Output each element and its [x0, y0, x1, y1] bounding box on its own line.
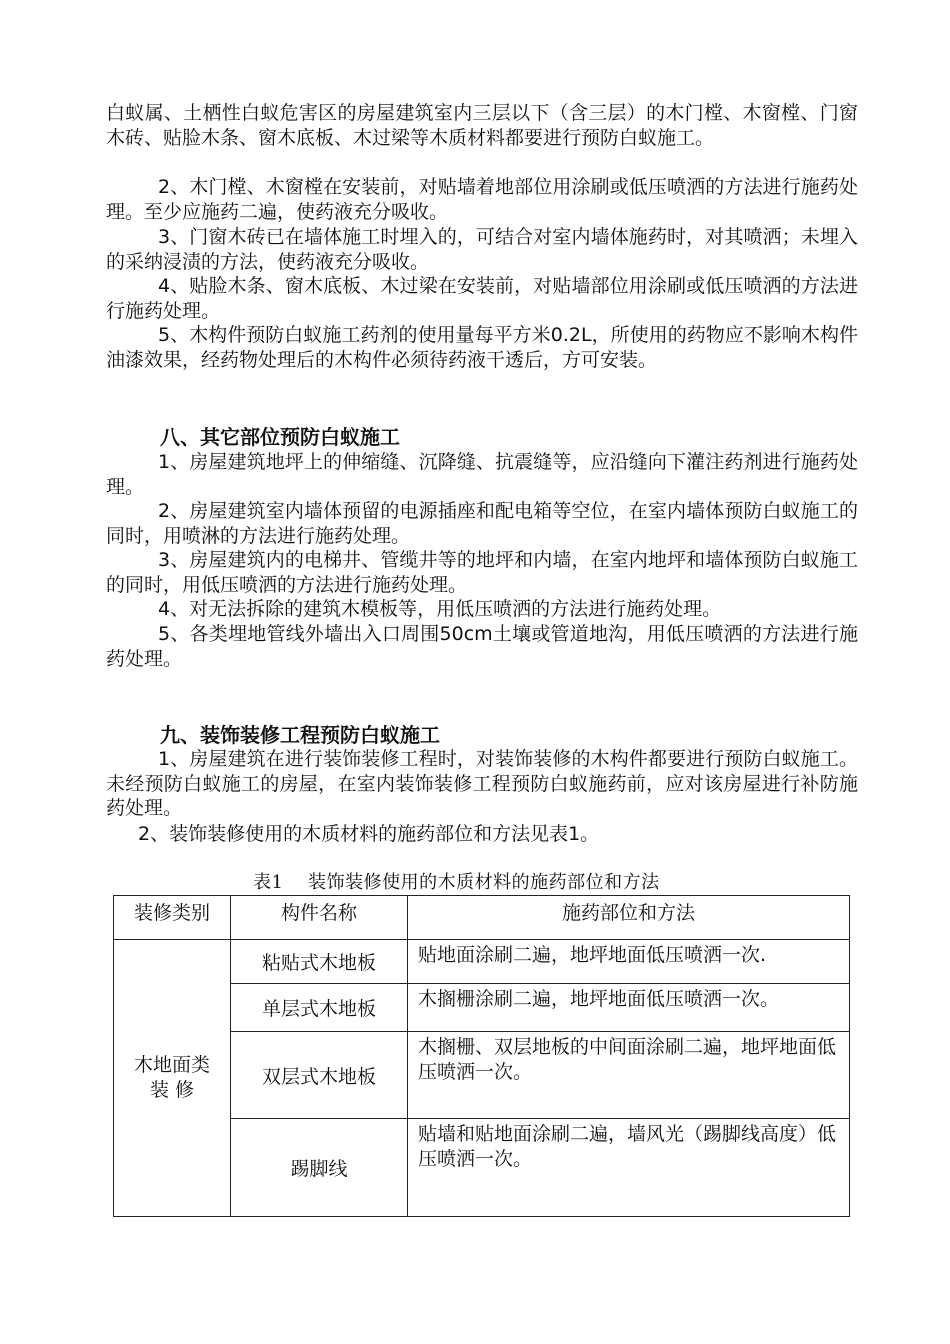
header-method: 施药部位和方法 [408, 896, 850, 940]
paragraph: 2、装饰装修使用的木质材料的施药部位和方法见表1。 [138, 823, 600, 845]
paragraph: 4、贴脸木条、窗木底板、木过梁在安装前，对贴墙部位用涂刷或低压喷洒的方法进行施药处理。 [106, 275, 858, 322]
paragraph: 1、房屋建筑在进行装饰装修工程时，对装饰装修的木构件都要进行预防白蚁施工。未经预防白蚁施工的房屋，在室内装饰装修工程预防白蚁施药前，应对该房屋进行补防施药处理。 [106, 748, 858, 819]
component-cell: 粘贴式木地板 [231, 940, 408, 984]
method-cell: 贴墙和贴地面涂刷二遍，墙风光（踢脚线高度）低压喷洒一次。 [408, 1119, 850, 1217]
treatment-table [113, 895, 850, 1217]
method-cell: 木搁栅涂刷二遍，地坪地面低压喷洒一次。 [408, 984, 850, 1032]
method-cell: 木搁栅、双层地板的中间面涂刷二遍，地坪地面低压喷洒一次。 [408, 1032, 850, 1119]
section-heading: 八、其它部位预防白蚁施工 [160, 425, 400, 449]
paragraph: 1、房屋建筑地坪上的伸缩缝、沉降缝、抗震缝等，应沿缝向下灌注药剂进行施药处理。 [106, 451, 858, 498]
paragraph: 3、房屋建筑内的电梯井、管缆井等的地坪和内墙，在室内地坪和墙体预防白蚁施工的同时，用低压喷洒的方法进行施药处理。 [106, 549, 858, 596]
paragraph: 3、门窗木砖已在墙体施工时埋入的，可结合对室内墙体施药时，对其喷洒；未埋入的采纳浸渍的方法，使药液充分吸收。 [106, 226, 858, 273]
paragraph: 5、各类埋地管线外墙出入口周围50cm土壤或管道地沟，用低压喷洒的方法进行施药处理。 [106, 623, 858, 670]
component-cell: 单层式木地板 [231, 984, 408, 1032]
component-cell: 双层式木地板 [231, 1032, 408, 1119]
method-cell: 贴地面涂刷二遍，地坪地面低压喷洒一次. [408, 940, 850, 984]
header-component: 构件名称 [231, 896, 408, 940]
component-cell: 踢脚线 [231, 1119, 408, 1217]
table-caption: 表1 装饰装修使用的木质材料的施药部位和方法 [253, 872, 660, 893]
paragraph: 5、木构件预防白蚁施工药剂的使用量每平方米0.2L，所使用的药物应不影响木构件油漆效果，经药物处理后的木构件必须待药液干透后，方可安装。 [106, 324, 858, 371]
header-category: 装修类别 [114, 896, 231, 940]
table-row [114, 940, 850, 984]
paragraph: 白蚁属、土栖性白蚁危害区的房屋建筑室内三层以下（含三层）的木门樘、木窗樘、门窗木砖、贴脸木条、窗木底板、木过梁等木质材料都要进行预防白蚁施工。 [106, 102, 858, 149]
paragraph: 4、对无法拆除的建筑木模板等，用低压喷洒的方法进行施药处理。 [158, 598, 722, 620]
category-cell: 木地面类 装 修 [114, 940, 231, 1217]
paragraph: 2、房屋建筑室内墙体预留的电源插座和配电箱等空位，在室内墙体预防白蚁施工的同时，用喷淋的方法进行施药处理。 [106, 500, 858, 547]
section-heading: 九、装饰装修工程预防白蚁施工 [160, 723, 440, 747]
table-header-row [114, 896, 850, 940]
paragraph: 2、木门樘、木窗樘在安装前，对贴墙着地部位用涂刷或低压喷洒的方法进行施药处理。至少应施药二遍，使药液充分吸收。 [106, 176, 858, 223]
